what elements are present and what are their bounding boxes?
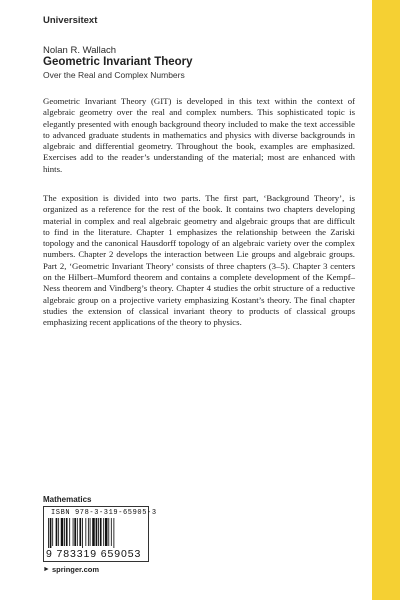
barcode-bar (69, 518, 70, 546)
book-title: Geometric Invariant Theory (43, 56, 193, 68)
publisher-link[interactable] (43, 565, 99, 574)
barcode-bar (113, 518, 114, 548)
barcode-bar (79, 518, 81, 546)
series-name: Universitext (43, 15, 98, 26)
barcode-bar (61, 518, 64, 546)
book-subtitle: Over the Real and Complex Numbers (43, 70, 185, 80)
barcode-bar (111, 518, 112, 546)
subject-category: Mathematics (43, 495, 92, 504)
barcode-bar (58, 518, 59, 546)
isbn-label: ISBN 978-3-319-65905-3 (51, 509, 157, 517)
barcode-bar (77, 518, 78, 546)
barcode-bars (47, 518, 147, 548)
barcode-bar (100, 518, 102, 546)
barcode-bar (105, 518, 108, 546)
barcode-bar (66, 518, 68, 546)
barcode-bar (88, 518, 89, 546)
barcode-bar (52, 518, 53, 546)
barcode-bar (96, 518, 98, 546)
barcode-bar (98, 518, 99, 546)
barcode-bar (73, 518, 74, 546)
barcode-bar (74, 518, 76, 546)
barcode-bar (48, 518, 49, 548)
barcode-bar (56, 518, 58, 546)
barcode-bar (92, 518, 95, 546)
barcode-bar (108, 518, 109, 546)
publisher-url: springer.com (51, 565, 100, 574)
barcode-bar (90, 518, 91, 546)
blurb-paragraph-2: The exposition is divided into two parts. The first part, ‘Background Theory’, is organized as a reference for the rest of the book. It contains two chapters developing material in complex and real algebraic geometry and algebraic groups that are difficult to find in the literature. Chapter 1 emphasizes the relationship between the Zariski topology and the canonical Hausdorff topology of an algebraic variety over the complex numbers. Chapter 2 develops the interaction between Lie groups and algebraic groups. Part 2, ‘Geometric Invariant Theory’ consists of three chapters (3–5). Chapter 3 centers on the Hilbert–Mumford theorem and contains a complete development of the Kempf–Ness theorem and Vindberg’s theory. Chapter 4 studies the orbit structure of a reductive algebraic group on a projective variety emphasizing Kostant’s theory. The final chapter studies the extension of classical invariant theory to products of classical groups emphasizing recent applications of the theory to physics. (43, 193, 355, 328)
barcode-digits: 9 783319 659053 (46, 548, 142, 560)
barcode-bar (103, 518, 104, 546)
barcode-bar (82, 518, 83, 548)
barcode-bar (64, 518, 65, 546)
barcode-bar (85, 518, 86, 546)
barcode-bar (50, 518, 52, 548)
author-name: Nolan R. Wallach (43, 45, 117, 56)
isbn-barcode (43, 506, 157, 562)
arrow-right-icon: ► (43, 566, 50, 573)
yellow-spine-strip (372, 0, 400, 600)
blurb-paragraph-1: Geometric Invariant Theory (GIT) is developed in this text within the context of algebraic geometry over the real and complex numbers. This sophisticated topic is elegantly presented with enough background theory included to make the text accessible to advanced graduate students in mathematics and physics with diverse backgrounds in algebraic and differential geometry. Throughout the book, examples are emphasized. Exercises add to the reader’s understanding of the material; most are enhanced with hints. (43, 96, 355, 174)
